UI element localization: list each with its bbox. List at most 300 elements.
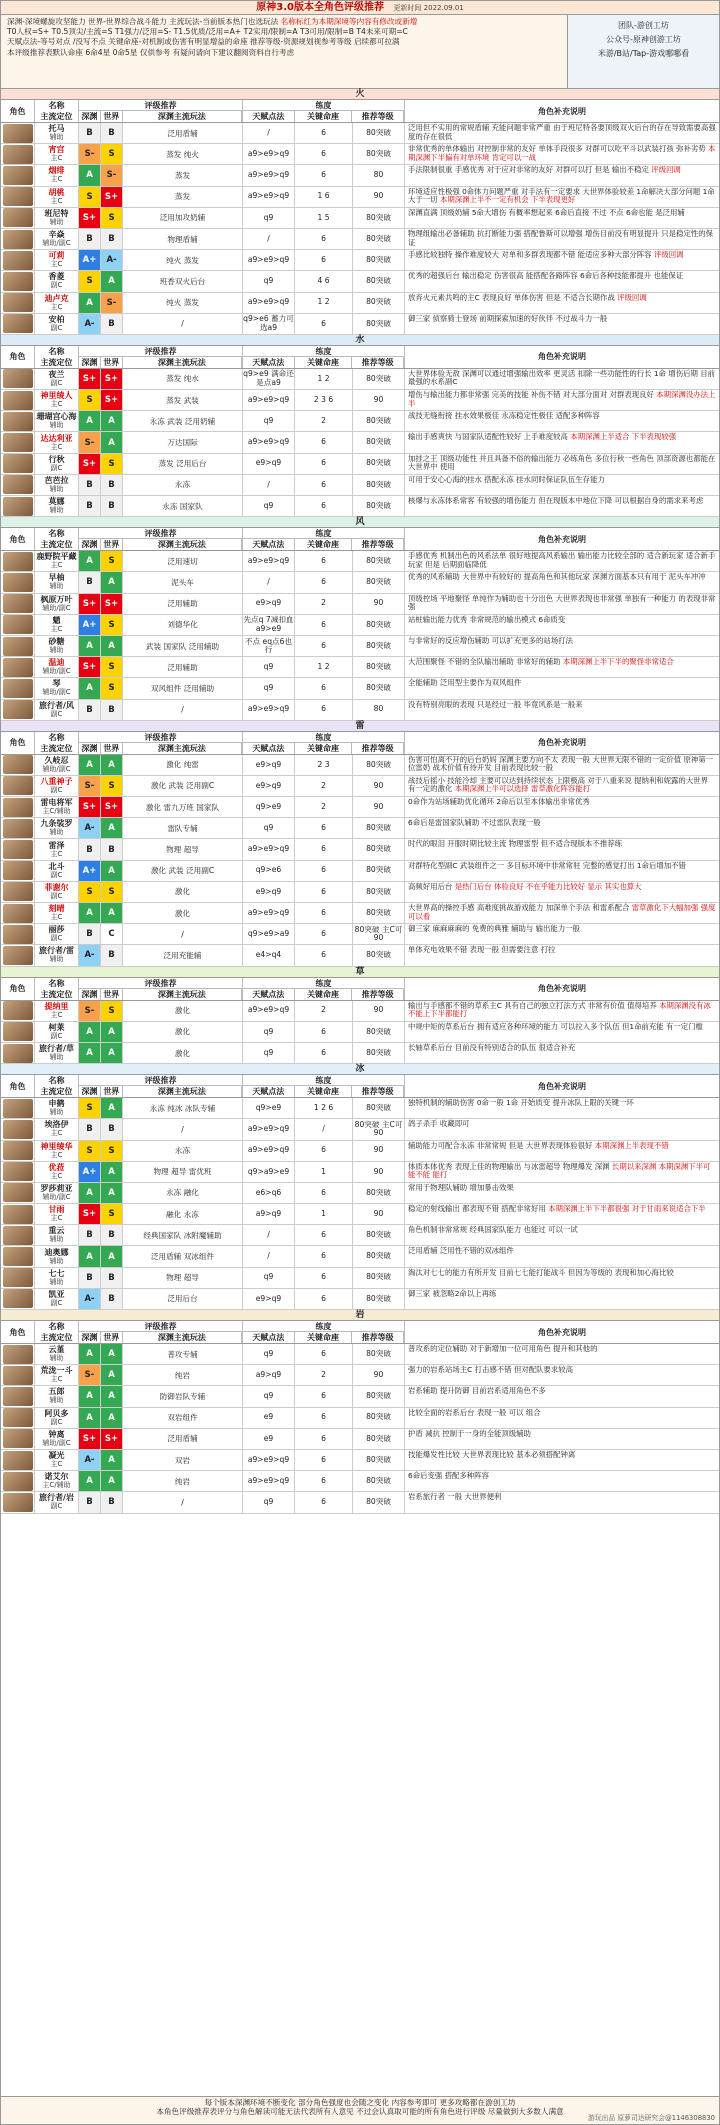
character-position: 副C xyxy=(50,891,63,900)
character-portrait xyxy=(3,1345,33,1364)
character-row xyxy=(1,903,719,924)
character-note-text: 大范围聚怪 不错的全队输出辅助 非常好的辅助 xyxy=(408,657,561,667)
character-position: 副C xyxy=(50,463,63,472)
talent-priority: q9 xyxy=(243,271,295,291)
abyss-rating: B xyxy=(79,1225,101,1245)
element-section xyxy=(1,721,719,967)
character-note-text: 顶级控场 平地聚怪 单纯作为辅助也十分出色 大世界表现也非常强 单独有一种能力 的表现非常强 xyxy=(408,593,716,612)
character-note xyxy=(405,432,719,452)
element-section xyxy=(1,517,719,721)
recommended-level: 80突破 xyxy=(353,314,405,334)
name-cell xyxy=(35,1268,79,1288)
abyss-rating: B xyxy=(79,700,101,720)
legend-line-1 xyxy=(7,17,561,27)
key-constellation: 6 xyxy=(295,1408,353,1428)
character-portrait xyxy=(3,755,33,774)
character-position: 副C xyxy=(50,323,63,332)
col-build xyxy=(243,732,405,754)
main-playstyle: 雷队专辅 xyxy=(123,818,243,838)
character-note-text: 辅助能力可配合永冻 非常常规 但是 大世界表现体验很好 xyxy=(408,1140,593,1150)
footer-line-2: 本角色评级推荐表评分与角色解读可能无法代表所有人意见 不过会认真取可能的所有角色进行评级 尽量做到大多数人满意 xyxy=(156,2107,564,2116)
world-rating: B xyxy=(101,475,123,495)
portrait-cell xyxy=(1,551,35,571)
abyss-rating: S+ xyxy=(79,1204,101,1224)
key-constellation: 2 xyxy=(295,797,353,817)
world-rating: A xyxy=(101,1365,123,1385)
col-level: 推荐等级 xyxy=(352,743,404,754)
world-rating: A xyxy=(101,1344,123,1364)
character-note-text: 核爆与永冻体系常客 有较强的增伤能力 但在现版本中地位下降 可以根据自身的需求来考虑 xyxy=(408,496,704,505)
character-name: 提纳里 xyxy=(44,1001,69,1011)
character-row xyxy=(1,1450,719,1471)
abyss-rating: A- xyxy=(79,1289,101,1309)
name-cell xyxy=(35,432,79,452)
col-rating-sub xyxy=(79,1332,242,1343)
character-note xyxy=(405,1386,719,1406)
col-main: 深渊主流玩法 xyxy=(123,743,242,754)
col-const: 关键命座 xyxy=(295,1086,353,1097)
portrait-cell xyxy=(1,594,35,614)
col-const: 关键命座 xyxy=(295,539,353,550)
abyss-rating: A- xyxy=(79,314,101,334)
talent-priority: q9 xyxy=(243,657,295,677)
character-row xyxy=(1,1268,719,1289)
main-playstyle: 永冻 武装 泛用奶辅 xyxy=(123,411,243,431)
character-portrait xyxy=(3,475,33,494)
key-constellation: 1 xyxy=(295,1162,353,1182)
abyss-rating: A xyxy=(79,1183,101,1203)
col-talent: 天赋点法 xyxy=(243,1086,295,1097)
col-build-sub xyxy=(243,1332,404,1343)
character-portrait xyxy=(3,1120,33,1139)
world-rating: S- xyxy=(101,165,123,185)
col-rating xyxy=(79,100,243,122)
main-playstyle: / xyxy=(123,314,243,334)
character-name: 旅行者/风 xyxy=(39,700,74,710)
key-constellation: 6 xyxy=(295,432,353,452)
abyss-rating: S- xyxy=(79,776,101,796)
character-position: 主C xyxy=(50,1010,63,1019)
abyss-rating: S xyxy=(79,390,101,410)
character-portrait xyxy=(3,412,33,431)
character-note-text: 深渊直满 顶级奶辅 5命大增伤 有概率想起来 6命后直接 不过 不点 6命也能 是泛用辅 xyxy=(408,207,685,217)
col-build-title: 练度 xyxy=(243,100,404,111)
talent-priority: a9>e9>q9 xyxy=(243,390,295,410)
col-main: 深渊主流玩法 xyxy=(123,1332,242,1343)
legend-line-2: T0人权=S+ T0.5顶尖/主流=S T1强力/泛用=S- T1.5优质/泛用=A+ T2实用/限制=A T3可用/限制=B T4未来可期=C xyxy=(7,27,408,37)
portrait-cell xyxy=(1,903,35,923)
col-talent: 天赋点法 xyxy=(243,111,295,122)
talent-priority: e9>q9 xyxy=(243,1289,295,1309)
abyss-rating: S xyxy=(79,1098,101,1118)
legend-line-4: 本评级推荐表默认命座 6命4星 0命5星 仅供参考 有疑问请向下建议翻阅资料自行考虑 xyxy=(7,47,295,57)
name-cell xyxy=(35,454,79,474)
key-constellation: 6 xyxy=(295,454,353,474)
portrait-cell xyxy=(1,208,35,228)
portrait-cell xyxy=(1,700,35,720)
col-const: 关键命座 xyxy=(295,743,353,754)
key-constellation: 6 xyxy=(295,700,353,720)
character-note-highlight: 雷草激化下大幅加强 强度可以看 xyxy=(408,903,716,921)
key-constellation: 6 xyxy=(295,1183,353,1203)
character-note-text: 比较全面的岩系后台 表现一般 可以 组合 xyxy=(408,1407,541,1417)
abyss-rating: B xyxy=(79,1268,101,1288)
col-role: 角色 xyxy=(1,1321,35,1343)
character-name: 珊瑚宫心海 xyxy=(36,412,77,422)
character-position: 副C xyxy=(50,281,63,290)
character-portrait xyxy=(3,925,33,944)
main-playstyle: 双岩组件 xyxy=(123,1408,243,1428)
character-row xyxy=(1,123,719,144)
main-playstyle: / xyxy=(123,1119,243,1139)
abyss-rating: B xyxy=(79,1492,101,1512)
character-name: 刻晴 xyxy=(48,904,65,914)
character-note-text: 非常优秀的单体输出 对控制非常的友好 单体手段很多 对群可以吃平斗以武装打孩 弥补劣势 xyxy=(408,144,706,154)
world-rating: B xyxy=(101,700,123,720)
character-name: 九条裟罗 xyxy=(40,819,73,829)
col-name-label: 名称 xyxy=(48,1322,65,1331)
world-rating: S xyxy=(101,678,123,698)
character-name: 凝光 xyxy=(48,1451,65,1461)
main-playstyle: 激化 xyxy=(123,1043,243,1063)
name-cell xyxy=(35,1001,79,1021)
recommended-level: 80突破 xyxy=(353,755,405,775)
section-title: 草 xyxy=(1,967,719,978)
character-note xyxy=(405,678,719,698)
abyss-rating: S+ xyxy=(79,454,101,474)
abyss-rating: A xyxy=(79,678,101,698)
character-note-text: 岩系辅助 提升防御 目前岩系适用角色不多 xyxy=(408,1386,546,1396)
character-note-text: 战技后摇小 技能冷却 主要可以达到持续状态 上限极高 对于八重来说 提纳利和妮露的大世界 有一定的激化 xyxy=(408,775,708,794)
col-build xyxy=(243,100,405,122)
talent-priority: / xyxy=(243,475,295,495)
character-name: 夜兰 xyxy=(48,369,65,379)
character-note xyxy=(405,1119,719,1139)
col-role: 角色 xyxy=(1,346,35,368)
character-name: 丽莎 xyxy=(48,925,65,935)
main-playstyle: 刘德华化 xyxy=(123,615,243,635)
col-rating-sub xyxy=(79,539,242,550)
col-rating xyxy=(79,732,243,754)
key-constellation: 6 xyxy=(295,314,353,334)
character-portrait xyxy=(3,1205,33,1224)
character-portrait xyxy=(3,840,33,859)
character-note-text: 全能辅助 泛用型主要作为双风组件 xyxy=(408,678,522,688)
key-constellation: 6 xyxy=(295,636,353,656)
portrait-cell xyxy=(1,144,35,164)
character-portrait xyxy=(3,1289,33,1308)
world-rating: A xyxy=(101,1471,123,1491)
name-cell xyxy=(35,903,79,923)
character-portrait xyxy=(3,1366,33,1385)
character-note xyxy=(405,797,719,817)
key-constellation: 2 xyxy=(295,411,353,431)
character-position: 辅助 xyxy=(49,1277,64,1286)
main-playstyle: 泛用速切 xyxy=(123,551,243,571)
character-note-text: 鸽子杀手 收藏即可 xyxy=(408,1119,470,1129)
character-row xyxy=(1,1246,719,1267)
character-row xyxy=(1,700,719,721)
character-portrait xyxy=(3,391,33,410)
character-note xyxy=(405,776,719,796)
col-talent: 天赋点法 xyxy=(243,539,295,550)
character-note-text: 战技无缝衔接 挂水效果极佳 永冻稳定性极佳 适配多种阵容 xyxy=(408,411,600,421)
abyss-rating: A xyxy=(79,1408,101,1428)
character-name: 温迪 xyxy=(48,658,65,668)
world-rating: A xyxy=(101,1162,123,1182)
talent-priority: q9 xyxy=(243,1344,295,1364)
world-rating: A xyxy=(101,271,123,291)
character-note xyxy=(405,636,719,656)
column-header xyxy=(1,1075,719,1098)
character-note-text: 6命后变强 搭配多种阵容 xyxy=(408,1471,489,1481)
character-position: 主C xyxy=(50,849,63,858)
col-build xyxy=(243,346,405,368)
col-role: 角色 xyxy=(1,978,35,1000)
recommended-level: 80突破 xyxy=(353,1289,405,1309)
talent-priority: q9>a9>e9 xyxy=(243,1162,295,1182)
character-row xyxy=(1,776,719,797)
character-name: 荒泷一斗 xyxy=(40,1366,73,1376)
world-rating: B xyxy=(101,1289,123,1309)
portrait-cell xyxy=(1,250,35,270)
character-position: 辅助 xyxy=(49,582,64,591)
character-name: 旅行者/草 xyxy=(39,1044,74,1054)
talent-priority: a9>e9>q9 xyxy=(243,250,295,270)
talent-priority: a9>e9>q9 xyxy=(243,1141,295,1161)
character-note xyxy=(405,945,719,965)
col-rating-sub xyxy=(79,989,242,1000)
abyss-rating: A xyxy=(79,1043,101,1063)
character-row xyxy=(1,1098,719,1119)
character-note-text: 优秀的超强后台 输出稳定 伤害很高 能搭配各路阵容 6命后各种技能都提升 也能保证 xyxy=(408,271,684,281)
name-cell xyxy=(35,924,79,944)
portrait-cell xyxy=(1,657,35,677)
column-header xyxy=(1,100,719,123)
name-cell xyxy=(35,1119,79,1139)
character-note-text: 伤害可怕离不开的后台奶妈 深渊主要方向不太 表现一般 大世界无限不错的一定价值 原神第一位雷奶 战术价值有待开发 目前表现比较一般 xyxy=(408,754,714,773)
col-rating xyxy=(79,1075,243,1097)
character-portrait xyxy=(3,272,33,291)
character-portrait xyxy=(3,658,33,677)
character-note-text: 泛用盾辅 泛用性不错的双冰组件 xyxy=(408,1246,514,1256)
col-rating-title: 评级推荐 xyxy=(79,978,242,989)
key-constellation: 6 xyxy=(295,1289,353,1309)
world-rating: A xyxy=(101,755,123,775)
key-constellation: 6 xyxy=(295,551,353,571)
name-cell xyxy=(35,496,79,516)
character-name: 旅行者/岩 xyxy=(39,1493,74,1503)
portrait-cell xyxy=(1,1022,35,1042)
name-cell xyxy=(35,1204,79,1224)
character-name: 五郎 xyxy=(48,1387,65,1397)
character-note xyxy=(405,165,719,185)
world-rating: A xyxy=(101,1098,123,1118)
section-title: 冰 xyxy=(1,1064,719,1075)
character-name: 早柚 xyxy=(48,573,65,583)
character-note-highlight: 本期深渊上半下半的聚怪非常适合 xyxy=(562,657,674,667)
key-constellation: 6 xyxy=(295,1386,353,1406)
portrait-cell xyxy=(1,271,35,291)
character-name: 诺艾尔 xyxy=(44,1472,69,1482)
recommended-level: 90 xyxy=(353,1365,405,1385)
character-position: 主C xyxy=(50,624,63,633)
portrait-cell xyxy=(1,432,35,452)
key-constellation: 6 xyxy=(295,1450,353,1470)
world-rating: A xyxy=(101,1183,123,1203)
character-name: 久岐忍 xyxy=(44,755,69,765)
name-cell xyxy=(35,208,79,228)
character-portrait xyxy=(3,776,33,795)
name-cell xyxy=(35,1471,79,1491)
col-abyss: 深渊 xyxy=(79,539,101,550)
main-playstyle: 纯岩 xyxy=(123,1365,243,1385)
recommended-level: 90 xyxy=(353,1204,405,1224)
col-abyss: 深渊 xyxy=(79,111,101,122)
recommended-level: 80突破 xyxy=(353,1183,405,1203)
main-playstyle: 泛用盾辅 双冰组件 xyxy=(123,1246,243,1266)
abyss-rating: S xyxy=(79,271,101,291)
character-row xyxy=(1,678,719,699)
col-note: 角色补充说明 xyxy=(538,106,586,116)
abyss-rating: S+ xyxy=(79,369,101,389)
team-platforms: 米游/B站/Tap-游戏哪哪看 xyxy=(597,49,690,58)
element-section xyxy=(1,89,719,335)
character-row xyxy=(1,636,719,657)
main-playstyle: / xyxy=(123,924,243,944)
portrait-cell xyxy=(1,1204,35,1224)
character-position: 辅助/副C xyxy=(42,603,71,612)
character-name: 雷电将军 xyxy=(40,798,73,808)
main-playstyle: 双风组件 泛用辅助 xyxy=(123,678,243,698)
col-role: 角色 xyxy=(1,100,35,122)
character-position: 辅助 xyxy=(49,1256,64,1265)
character-note xyxy=(405,1022,719,1042)
talent-priority: e9 xyxy=(243,1408,295,1428)
world-rating: S+ xyxy=(101,369,123,389)
team-name: 团队-游创工坊 xyxy=(618,21,669,30)
character-note xyxy=(405,271,719,291)
character-note-text: 体质本体优秀 表现上佳的物理输出 与冰雷超导 物理爆发 深渊 xyxy=(408,1161,610,1171)
character-name: 优菈 xyxy=(48,1162,65,1172)
character-note xyxy=(405,1141,719,1161)
character-name: 重云 xyxy=(48,1226,65,1236)
key-constellation: 2 3 xyxy=(295,755,353,775)
recommended-level: 80突破 xyxy=(353,1344,405,1364)
col-rating xyxy=(79,528,243,550)
main-playstyle: 班香双火后台 xyxy=(123,271,243,291)
character-note-text: 御三家 侦察骑士登场 前期探索加速的好伙伴 不过战斗力一般 xyxy=(408,313,608,323)
key-constellation: 6 xyxy=(295,572,353,592)
name-cell xyxy=(35,369,79,389)
world-rating: A xyxy=(101,1022,123,1042)
character-note-highlight: 是热门后台 体验良好 不在乎能力比较好 显示 其实也算大 xyxy=(454,881,642,891)
sections xyxy=(1,89,719,1514)
character-note-text: 长轴草系后台 目前没有特别适合的队伍 很适合补充 xyxy=(408,1042,576,1052)
character-position: 主C xyxy=(50,196,63,205)
main-playstyle: 永冻 xyxy=(123,1141,243,1161)
recommended-level: 80突破 xyxy=(353,1471,405,1491)
character-row xyxy=(1,229,719,250)
character-note-text: 高频好用后台 xyxy=(408,881,453,891)
recommended-level: 80突破 xyxy=(353,572,405,592)
character-position: 辅助/副C xyxy=(42,688,71,697)
col-rating-sub xyxy=(79,357,242,368)
abyss-rating: A+ xyxy=(79,1162,101,1182)
key-constellation: / xyxy=(295,1119,353,1139)
portrait-cell xyxy=(1,1001,35,1021)
recommended-level: 80突破 xyxy=(353,411,405,431)
character-row xyxy=(1,1386,719,1407)
abyss-rating: S- xyxy=(79,432,101,452)
name-cell xyxy=(35,1492,79,1512)
col-const: 关键命座 xyxy=(295,357,353,368)
key-constellation: 6 xyxy=(295,475,353,495)
key-constellation: 6 xyxy=(295,1246,353,1266)
character-note-text: 角色机制非常常规 经典国家队能力 也能过 可以一试 xyxy=(408,1225,578,1235)
character-row xyxy=(1,271,719,292)
name-cell xyxy=(35,776,79,796)
character-portrait xyxy=(3,594,33,613)
abyss-rating: A xyxy=(79,636,101,656)
world-rating: A xyxy=(101,411,123,431)
recommended-level: 80突破 xyxy=(353,1225,405,1245)
character-position: 主C xyxy=(50,1375,63,1384)
character-position: 主C xyxy=(50,260,63,269)
character-portrait xyxy=(3,293,33,312)
character-note xyxy=(405,250,719,270)
character-position: 辅助 xyxy=(49,1108,64,1117)
col-const: 关键命座 xyxy=(295,1332,353,1343)
portrait-cell xyxy=(1,1344,35,1364)
key-constellation: 6 xyxy=(295,1225,353,1245)
element-section xyxy=(1,967,719,1065)
name-cell xyxy=(35,1408,79,1428)
element-section xyxy=(1,1064,719,1310)
character-row xyxy=(1,1141,719,1162)
abyss-rating: A xyxy=(79,551,101,571)
col-main: 深渊主流玩法 xyxy=(123,539,242,550)
character-name: 菲谢尔 xyxy=(44,882,69,892)
character-note xyxy=(405,1246,719,1266)
character-name: 砂糖 xyxy=(48,637,65,647)
col-build xyxy=(243,1321,405,1343)
character-note-text: 技能爆发性比较 大世界表现比较 基本必须搭配钟离 xyxy=(408,1449,576,1459)
portrait-cell xyxy=(1,496,35,516)
col-name-label: 名称 xyxy=(48,529,65,539)
key-constellation: 6 xyxy=(295,903,353,923)
main-playstyle: 泛用辅助 xyxy=(123,594,243,614)
abyss-rating: S+ xyxy=(79,594,101,614)
character-note xyxy=(405,924,719,944)
col-build-sub xyxy=(243,539,404,550)
col-note: 角色补充说明 xyxy=(538,1081,586,1091)
recommended-level: 80突破 xyxy=(353,1450,405,1470)
character-row xyxy=(1,1471,719,1492)
character-row xyxy=(1,818,719,839)
recommended-level: 80突破 xyxy=(353,271,405,291)
character-row xyxy=(1,945,719,966)
character-note-highlight: 本期深渊没有冰 不能上下半都能打 xyxy=(408,1000,711,1019)
character-portrait xyxy=(3,187,33,206)
name-cell xyxy=(35,882,79,902)
portrait-cell xyxy=(1,797,35,817)
character-note-text: 输出与手感都不错的草系主C 具有自己的独立打法方式 非常有价值 值得培养 xyxy=(408,1000,657,1010)
character-note-text: 独特机制的辅助伤害 0命一般 1命 开始质变 提升冰队上限的关键一环 xyxy=(408,1098,634,1108)
legend-highlight: 名称标红为本期深境等内容有修改或新增 xyxy=(280,17,418,26)
portrait-cell xyxy=(1,1098,35,1118)
recommended-level: 80突破 xyxy=(353,678,405,698)
